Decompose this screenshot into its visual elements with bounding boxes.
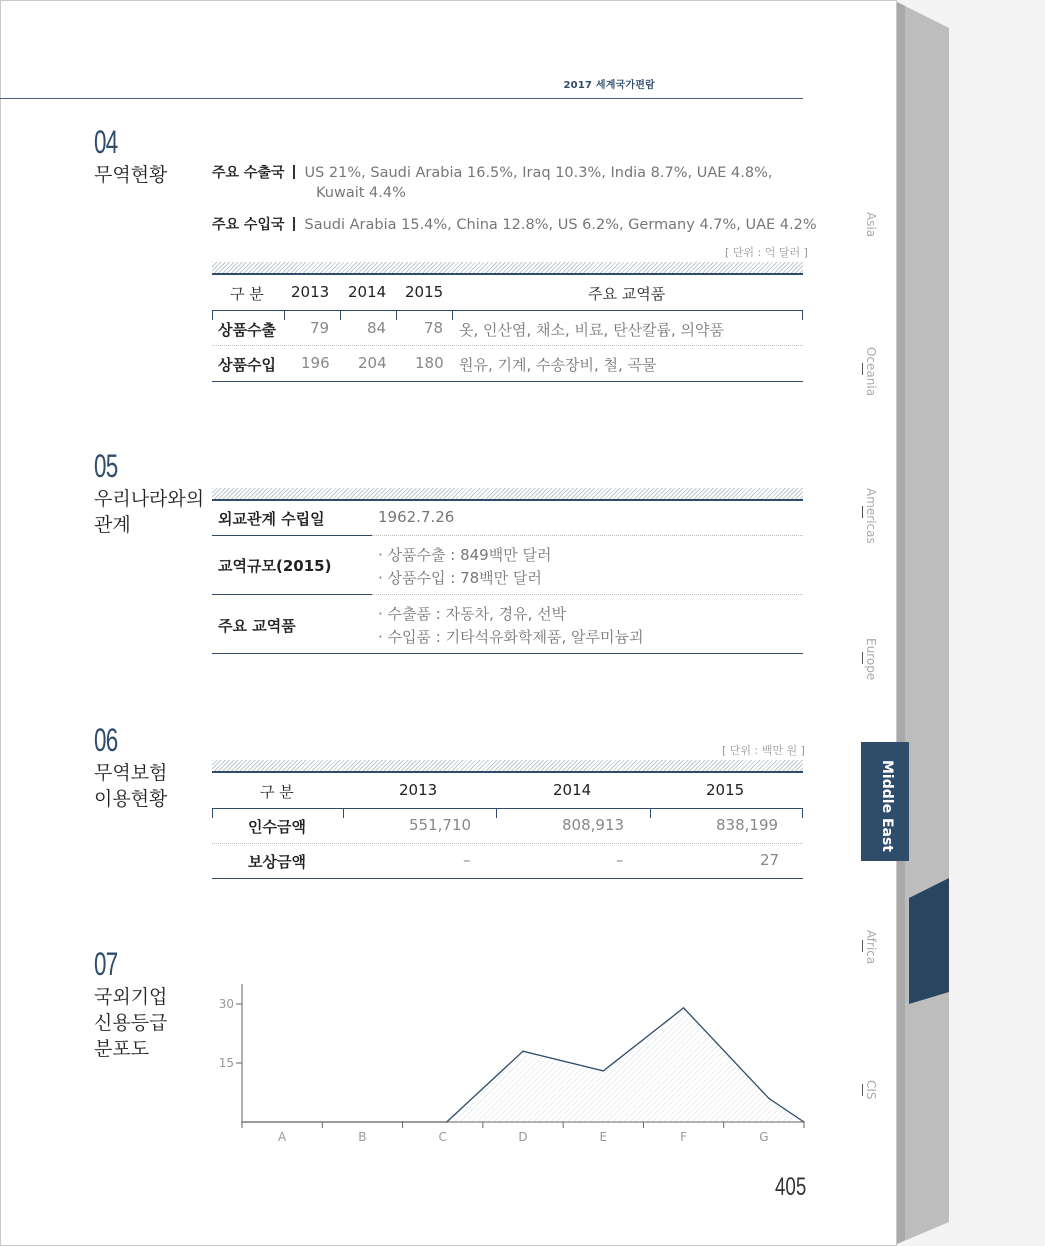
row-divider xyxy=(212,843,803,844)
import-label: 주요 수입국 xyxy=(212,217,285,233)
cell-value: 551,710 xyxy=(409,816,472,834)
col-tick xyxy=(396,310,397,320)
cell-value: 808,913 xyxy=(562,816,625,834)
relation-value: · 상품수출 : 849백만 달러 xyxy=(378,546,552,564)
col-tick xyxy=(284,310,285,320)
th-category: 구 분 xyxy=(260,783,294,801)
table-bottom-rule xyxy=(212,653,803,654)
import-row xyxy=(212,214,817,234)
export-value-cont: Kuwait 4.4% xyxy=(316,185,406,201)
x-tick-label: E xyxy=(599,1130,608,1144)
tab-tick xyxy=(862,363,863,375)
row-divider xyxy=(212,345,803,346)
x-tick-label: B xyxy=(358,1130,367,1144)
section-05-title-2: 관계 xyxy=(94,514,131,536)
table-bottom-rule xyxy=(212,381,803,382)
col-tick xyxy=(496,808,497,818)
area-fill xyxy=(242,1008,804,1122)
relation-value: · 수출품 : 자동차, 경유, 선박 xyxy=(378,605,567,623)
col-tick xyxy=(452,310,453,320)
col-tick xyxy=(802,808,803,818)
cell-items: 옷, 인산염, 채소, 비료, 탄산칼륨, 의약품 xyxy=(459,321,725,339)
section-04-number: 04 xyxy=(94,124,118,160)
col-tick xyxy=(343,808,344,818)
unit-label: [ 단위 : 억 달러 ] xyxy=(725,246,808,259)
th-items: 주요 교역품 xyxy=(588,285,666,303)
section-06-title-1: 무역보험 xyxy=(94,762,168,784)
cell-value: 78 xyxy=(424,319,444,337)
section-07-number: 07 xyxy=(94,946,118,982)
cell-value: 79 xyxy=(310,319,330,337)
cell-value: 838,199 xyxy=(716,816,779,834)
tab-tick xyxy=(862,506,863,518)
col-tick xyxy=(340,310,341,320)
x-tick-label: F xyxy=(680,1130,688,1144)
label-rule xyxy=(212,594,372,595)
tab-middle-east[interactable] xyxy=(861,742,909,861)
th-2014: 2014 xyxy=(348,283,387,301)
x-tick-label: A xyxy=(278,1130,287,1144)
col-tick xyxy=(802,310,803,320)
th-category: 구 분 xyxy=(230,285,264,303)
credit-rating-chart xyxy=(200,980,820,1150)
cell-value: 27 xyxy=(760,851,780,869)
x-tick-label: D xyxy=(518,1130,528,1144)
section-05-title-1: 우리나라와의 xyxy=(94,488,205,510)
import-value: Saudi Arabia 15.4%, China 12.8%, US 6.2%, Germany 4.7%, UAE 4.2% xyxy=(304,217,817,233)
tab-label: CIS xyxy=(864,1080,878,1100)
section-05-number: 05 xyxy=(94,448,118,484)
relation-label: 외교관계 수립일 xyxy=(218,510,325,528)
table-header-hatch xyxy=(212,262,803,275)
tab-label: Middle East xyxy=(879,760,895,852)
cell-value: – xyxy=(616,851,624,869)
th-2015: 2015 xyxy=(706,781,745,799)
export-label: 주요 수출국 xyxy=(212,165,285,181)
col-tick xyxy=(212,808,213,818)
separator-bar xyxy=(293,165,295,179)
page-edge-inner xyxy=(897,2,905,1244)
cell-value: 196 xyxy=(301,354,330,372)
x-tick-label: G xyxy=(759,1130,769,1144)
cell-value: – xyxy=(463,851,471,869)
cell-value: 84 xyxy=(367,319,387,337)
header-rule xyxy=(212,310,803,311)
th-2014: 2014 xyxy=(553,781,592,799)
relation-value: · 상품수입 : 78백만 달러 xyxy=(378,569,542,587)
section-06-number: 06 xyxy=(94,722,118,758)
tab-label: Asia xyxy=(864,212,878,238)
th-2015: 2015 xyxy=(405,283,444,301)
row-divider xyxy=(372,594,803,595)
unit-label: [ 단위 : 백만 원 ] xyxy=(722,744,805,757)
export-row xyxy=(212,162,773,182)
section-07-title-1: 국외기업 xyxy=(94,986,168,1008)
tab-label: Europe xyxy=(864,638,878,681)
tab-tick xyxy=(862,940,863,952)
tab-label: Americas xyxy=(864,488,878,544)
data-point xyxy=(522,1050,524,1052)
row-divider xyxy=(372,535,803,536)
x-tick-label: C xyxy=(438,1130,447,1144)
relation-value: 1962.7.26 xyxy=(378,508,455,526)
y-tick-label: 15 xyxy=(218,1056,234,1070)
page-number: 405 xyxy=(775,1173,807,1201)
section-06-title-2: 이용현황 xyxy=(94,788,168,810)
header-rule xyxy=(0,98,803,99)
side-tab-block xyxy=(909,878,949,1004)
cell-value: 204 xyxy=(358,354,387,372)
table-header-hatch xyxy=(212,488,803,501)
separator-bar xyxy=(293,217,295,231)
data-point xyxy=(768,1098,770,1100)
row-label: 상품수입 xyxy=(218,356,276,374)
tab-label: Oceania xyxy=(864,347,878,397)
export-value: US 21%, Saudi Arabia 16.5%, Iraq 10.3%, India 8.7%, UAE 4.8%, xyxy=(304,165,773,181)
book-title: 2017 세계국가편람 xyxy=(563,80,655,91)
data-point xyxy=(683,1007,685,1009)
section-07-title-3: 분포도 xyxy=(94,1038,150,1060)
tab-tick xyxy=(862,652,863,664)
section-04-title: 무역현황 xyxy=(94,164,168,186)
label-rule xyxy=(212,535,372,536)
col-tick xyxy=(212,310,213,320)
col-tick xyxy=(650,808,651,818)
header-rule xyxy=(212,808,803,809)
table-header-hatch xyxy=(212,760,803,773)
row-label: 보상금액 xyxy=(248,853,306,871)
relation-value: · 수입품 : 기타석유화학제품, 알루미늄괴 xyxy=(378,628,644,646)
book-side-edge xyxy=(897,0,1045,1246)
table-bottom-rule xyxy=(212,878,803,879)
cell-value: 180 xyxy=(415,354,444,372)
relation-label: 교역규모(2015) xyxy=(218,557,332,575)
row-label: 상품수출 xyxy=(218,321,276,339)
y-tick-label: 30 xyxy=(218,997,234,1011)
row-label: 인수금액 xyxy=(248,818,306,836)
cell-items: 원유, 기계, 수송장비, 철, 곡물 xyxy=(459,356,657,374)
relation-label: 주요 교역품 xyxy=(218,617,296,635)
section-07-title-2: 신용등급 xyxy=(94,1012,168,1034)
tab-tick xyxy=(862,1084,863,1096)
data-point xyxy=(602,1070,604,1072)
th-2013: 2013 xyxy=(399,781,438,799)
th-2013: 2013 xyxy=(291,283,330,301)
tab-label: Africa xyxy=(864,930,878,965)
